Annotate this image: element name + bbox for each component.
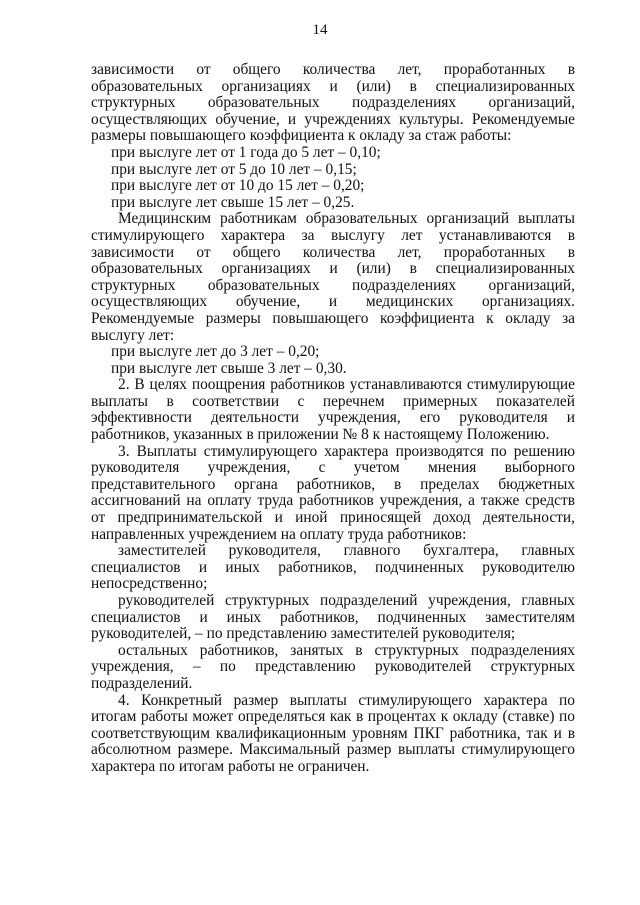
list-item: при выслуге лет до 3 лет – 0,20; <box>111 343 320 361</box>
paragraph-2: 2. В целях поощрения работников устанавливаются стимулирующие выплаты в соответствии с перечнем примерных показателей эффективности деятельности учреждения, его руководителя и работников, указанных в приложении № 8 к настоящему Положению. <box>91 376 575 444</box>
seniority-coefficient-list <box>91 145 575 211</box>
list-item: при выслуге лет от 10 до 15 лет – 0,20; <box>111 177 365 195</box>
list-item: при выслуге лет от 1 года до 5 лет – 0,10; <box>111 143 381 161</box>
page-number: 14 <box>312 22 328 38</box>
paragraph-medical-staff: Медицинским работникам образовательных организаций выплаты стимулирующего характера за выслугу лет устанавливаются в зависимости от общего количества лет, проработанных в образовательных организациях и (или) в специализированных структурных образовательных подразделениях организаций, осуществляющих обучение, и медицинских организациях. Рекомендуемые размеры повышающего коэффициента к окладу за выслугу лет: <box>91 210 575 344</box>
paragraph-3: 3. Выплаты стимулирующего характера производятся по решению руководителя учреждения, с учетом мнения выборного представительного органа работников, в пределах бюджетных ассигнований на оплату труда работников учреждения, а также средств от предпринимательской и иной приносящей доход деятельности, направленных учреждением на оплату труда работников: <box>91 442 575 543</box>
document-body <box>91 62 575 776</box>
list-item: при выслуге лет от 5 до 10 лет – 0,15; <box>111 160 357 178</box>
paragraph-unit-heads: руководителей структурных подразделений учреждения, главных специалистов и иных работников, подчиненных заместителям руководителей, – по представлению заместителей руководителя; <box>91 592 575 643</box>
paragraph-seniority-continuation: зависимости от общего количества лет, проработанных в образовательных организациях и (или) в специализированных структурных образовательных подразделениях организаций, осуществляющих обучение, и учреждениях культуры. Рекомендуемые размеры повышающего коэффициента к окладу за стаж работы: <box>91 61 575 145</box>
paragraph-4: 4. Конкретный размер выплаты стимулирующего характера по итогам работы может определяться как в процентах к окладу (ставке) по соответствующим квалификационным уровням ПКГ работника, так и в абсолютном размере. Максимальный размер выплаты стимулирующего характера по итогам работы не ограничен. <box>91 691 575 775</box>
paragraph-deputies: заместителей руководителя, главного бухгалтера, главных специалистов и иных работников, подчиненных руководителю непосредственно; <box>91 542 575 593</box>
list-item: при выслуге лет свыше 3 лет – 0,30. <box>111 359 347 377</box>
paragraph-other-staff: остальных работников, занятых в структурных подразделениях учреждения, – по представлению руководителей структурных подразделений. <box>91 641 575 692</box>
medical-coefficient-list <box>91 344 575 377</box>
list-item: при выслуге лет свыше 15 лет – 0,25. <box>111 193 355 211</box>
